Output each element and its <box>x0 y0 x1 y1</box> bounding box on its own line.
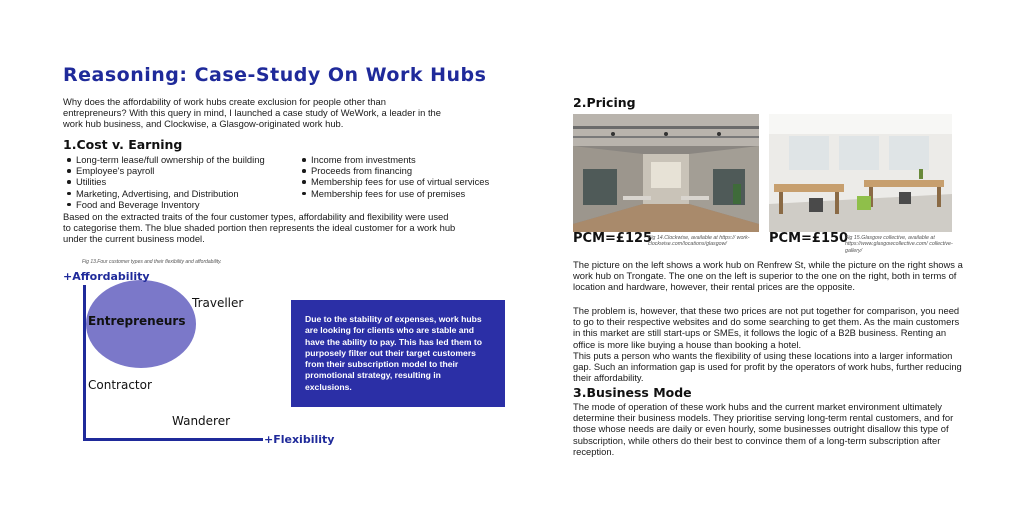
pricing-paragraph-information-gap <box>573 305 966 383</box>
list-item: Proceeds from financing <box>299 165 489 176</box>
list-item: Membership fees for use of premises <box>299 188 489 199</box>
flexibility-axis-label: +Flexibility <box>264 433 335 446</box>
flexibility-axis <box>83 438 263 441</box>
earnings-list <box>299 154 489 199</box>
customer-wanderer: Wanderer <box>172 414 231 428</box>
section-heading-pricing: 2.Pricing <box>573 95 636 110</box>
list-item: Long-term lease/full ownership of the building <box>64 154 265 165</box>
pricing-paragraph-locations: The picture on the left shows a work hub on Renfrew St, while the picture on the right shows a work hub on Trongate. The one on the left is superior to the one on the right, both in terms of location and hardware, however, their rental prices are the opposite. <box>573 259 963 293</box>
figure-caption: Fig 13.Four customer types and their flexibility and affordability. <box>82 259 222 265</box>
figure-caption-glasgow-collective: Fig 15.Glasgow collective, available at https://www.glasgowcollective.com/ collective-gallery/ <box>845 235 953 254</box>
categorise-paragraph: Based on the extracted traits of the four customer types, affordability and flexibility were used to categorise them. The blue shaded portion then represents the ideal customer for a work hub under the current business model. <box>63 211 456 245</box>
business-mode-paragraph: The mode of operation of these work hubs and the current market environment ultimately determine their business models. They prioritise serving long-term rental customers, and for those whose needs are daily or even hourly, some businesses outright disallow this type of subscription, while others do their best to convince them of a long-term subscription after reception. <box>573 401 954 457</box>
section-heading-business-mode: 3.Business Mode <box>573 385 692 400</box>
costs-list <box>64 154 265 210</box>
affordability-axis <box>83 285 86 441</box>
list-item: Membership fees for use of virtual services <box>299 176 489 187</box>
list-item: Food and Beverage Inventory <box>64 199 265 210</box>
list-item: Utilities <box>64 176 265 187</box>
glasgow-collective-office-photo <box>769 114 952 232</box>
customer-contractor: Contractor <box>88 378 152 392</box>
affordability-axis-label: +Affordability <box>63 270 150 283</box>
list-item: Employee's payroll <box>64 165 265 176</box>
list-item: Marketing, Advertising, and Distribution <box>64 188 265 199</box>
pricing-paragraph-profit: This puts a person who wants the flexibility of using these locations into a larger information gap. Such an information gap is used for profit by the operators of work hubs, further reducing their affordability. <box>573 349 962 384</box>
price-label-clockwise: PCM=£125 <box>573 231 653 246</box>
list-item: Income from investments <box>299 154 489 165</box>
customer-entrepreneurs: Entrepreneurs <box>88 314 186 328</box>
clockwise-office-photo <box>573 114 759 232</box>
customer-traveller: Traveller <box>192 296 244 310</box>
exclusion-note-box: Due to the stability of expenses, work hubs are looking for clients who are stable and have the ability to pay. This has led them to purposely filter out their target customers from their subscription model to their promotional strategy, resulting in exclusions. <box>291 300 505 407</box>
section-heading-cost-earning: 1.Cost v. Earning <box>63 137 183 152</box>
intro-paragraph: Why does the affordability of work hubs create exclusion for people other than entrepreneurs? With this query in mind, I launched a case study of WeWork, a leader in the work hub business, and Clockwise, a Glasgow-originated work hub. <box>63 96 441 130</box>
price-label-glasgow-collective: PCM=£150 <box>769 231 849 246</box>
pricing-paragraph-b2b: The problem is, however, that these two prices are not put together for comparison, you need to go to their respective websites and do some searching to get them. As the main customers in this market are still start-ups or SMEs, it follows the logic of a B2B business. Renting an office is more like buying a house than booking a hotel. <box>573 305 960 350</box>
figure-caption-clockwise: Fig 14.Clockwise, available at https:// work-clockwise.com/locations/glasgow/ <box>648 235 750 248</box>
page-title: Reasoning: Case-Study On Work Hubs <box>63 64 487 86</box>
